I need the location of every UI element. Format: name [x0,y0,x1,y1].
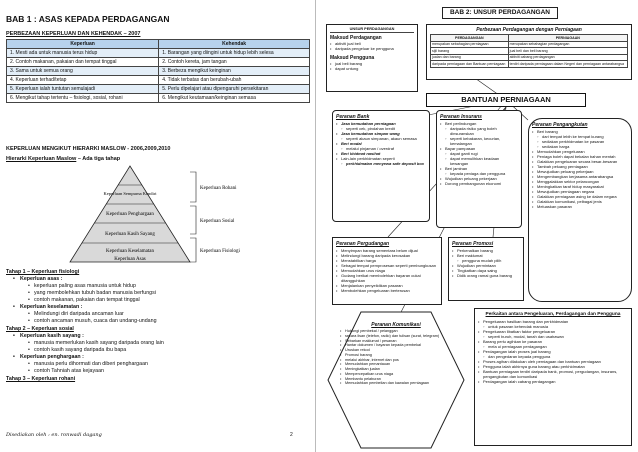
maksud-perdagangan-title: Maksud Perdagangan [330,34,382,41]
list-item: • Galakkan perniagaan asing ke dalam negara [532,194,628,199]
pyramid-level: Keperluan Asas [114,257,146,262]
table-cell: 2. Contoh makanan, pakaian dan tempat tinggal [7,58,159,67]
tahap-1-heading: Tahap 1 – Keperluan fisiologi [6,269,80,275]
list-item: • Membantu pelaburan [340,377,452,382]
pyramid-level: Keperluan Penghargaan [106,212,154,217]
pyramid-level: Keperluan Keselamatan [106,249,154,254]
author-footer: Disediakan oleh : en. ronwadi dagang [6,432,102,438]
table-row [431,61,628,67]
maslow-pyramid [40,164,290,264]
table-cell: 1. Barangan yang diingini untuk hidup lebih selesa [159,49,310,58]
pyramid-group: Keperluan Fisiologi [200,249,240,254]
list-item: ◦ untuk pasaran kehendak manusia [478,324,628,329]
table-cell: 5. Keperluan ialah tuntutan semulajadi [7,85,159,94]
list-item: • daripada pengeluar ke pengguna [330,46,414,51]
list-item: ◦ seperti cek, pindahan kredit [336,126,426,131]
list-item: • Beri barang [532,129,628,134]
table-cell: 1. Mesti ada untuk manusia terus hidup [7,49,159,58]
table-row [7,85,310,94]
list-item: • Lain-lain perkhidmatan seperti [336,156,426,161]
table-row [7,94,310,103]
list-item: • Wujudkan peluang pekerjaan [440,176,518,181]
pergudangan-box [332,237,442,305]
comparison-table [430,34,628,67]
list-item: • dapat untung [330,66,414,71]
maksud-pengguna-title: Maksud Pengguna [330,54,375,61]
table-title: PERBEZAAN KEPERLUAN DAN KEHENDAK – 2007 [6,31,141,37]
table-header: Kehendak [159,40,310,49]
maslow-heading: KEPERLUAN MENGIKUT HIERARKI MASLOW - 2006,2009,2010 [6,146,171,152]
list-item: • Meningkatkan taraf hidup masyarakat [532,184,628,189]
hierarchy-heading-suffix: – Ada tiga tahap [76,156,121,162]
list-item: ◦ dapat memulihkan keadaan kewangan [440,156,518,166]
list-item: • Memudahkan pembelian dan kawalan perniagaan [340,381,452,386]
table-cell: 2. Contoh kereta, jam tangan [159,58,310,67]
list-item: • Beri perlindungan [440,121,518,126]
pyramid-level: Keperluan Kasih Sayang [105,232,155,237]
pergudangan-title: Peranan Pergudangan [336,241,390,247]
list-item: • contoh makanan, pakaian dan tempat tinggal [6,297,306,304]
list-item: • yang membolehkan tubuh badan manusia berfungsi [6,290,306,297]
list-item: • Tambah peluang perniagaan [532,164,628,169]
table-row [7,67,310,76]
table-cell: 4. Keperluan terhad/tetap [7,76,159,85]
table-cell: jualan dan barang [431,54,509,60]
list-item: • Jasa kemudahan perniagaan [336,121,426,126]
list-item: ◦ mela ui perniagaan perdagangan [478,344,628,349]
list-item: • Wujudkan permintaan [452,263,520,268]
list-item: • Melindungi diri daripada ancaman luar [6,311,306,318]
tahap-3-heading: Tahap 3 – Keperluan rohani [6,375,76,382]
list-item: • Menstabilkan harga [336,258,438,263]
table-cell: 5. Perlu dipelajari atau dipengaruhi persekitaran [159,85,310,94]
table-cell: 3. Berbeza mengikut keinginan [159,67,310,76]
bank-box [332,110,430,222]
table-cell: aktiviti cabang perdagangan [508,54,627,60]
list-item: • Keperluan kasih sayang : [6,333,306,340]
list-item: • Pengeluaran hasilkan barang dan perkhidmatan [478,319,628,324]
list-item: • contoh ancaman musuh, cuaca dan undang-undang [6,318,306,325]
list-item: ◦ seperti kebakaran, kecurian, kemalangan [440,136,518,146]
list-item: • Beri khidmat nasihat [336,151,426,156]
list-item: ◦ sediakan harga [532,144,628,149]
perbezaan-title: Perbezaan Perdagangan dengan Perniagaan [476,27,582,33]
list-item: • Beri modal [336,141,426,146]
list-item: • melalui akhbar, internet dan pos [340,358,452,363]
list-item: • Bantuan perniagaan terdiri daripada bank, promosi, pergudangan, insurans, pengangkutan dan komunikasi [478,369,628,379]
list-item: • Pengeluaran libatkan faktor pengeluaran [478,329,628,334]
list-item: • Perdagangan ialah proses jual barang [478,349,628,354]
komunikasi-content [340,322,452,386]
list-item: • Memudahkan urus niaga [336,268,438,273]
maksud-box [326,24,418,92]
list-item: • Pengguna ialah akhirnya guna barang atau perkhidmatan [478,364,628,369]
list-item: • manusia memerlukan kasih sayang daripada orang lain [6,340,306,347]
table-cell: jual beli dan beli barang [508,48,627,54]
table-header: PERNIAGAAN [508,35,627,41]
list-item: • Tingkatkan daya saing [452,268,520,273]
list-item: ◦ seperti akaun simpanan, akaun semasa [336,136,426,141]
chapter-title: BAB 1 : ASAS KEPADA PERDAGANGAN [6,14,170,24]
list-item: • Perkenalkan barang [452,248,520,253]
list-item: • Menjalankan penyelidikan pasaran [336,283,438,288]
list-item: • Gudang berikat membolehkan bayaran cukai ditangguhkan [336,273,438,283]
komunikasi-box [326,310,466,452]
table-cell: 4. Tidak terbatas dan berubah-ubah [159,76,310,85]
perkaitan-title: Perkaitan antara Pengeluaran, Perdagangan dan Pengguna [485,312,621,317]
pengangkutan-title: Peranan Pengangkutan [532,122,588,128]
list-item: • Menyimpan barang sementara belum dijual [336,248,438,253]
hierarchy-heading [6,156,120,162]
list-item: • Sebarkan maklumat / pesanan [340,339,452,344]
list-item: • aktiviti jual beli [330,41,414,46]
list-item: • keperluan paling asas manusia untuk hidup [6,283,306,290]
list-item: • Keperluan keselamatan : [6,304,306,311]
list-item: • Promosi barang [340,353,452,358]
pengangkutan-box [528,118,632,302]
pyramid-group: Keperluan Sosial [200,219,235,224]
list-item: • Hubungi pembekal / pelanggan [340,329,452,334]
table-cell: daripada perniagaan dan Bantuan perniagaan [431,61,509,67]
list-item: • Bayar pampasan [440,146,518,151]
list-item: ◦ sediakan perkhidmatan ke pasaran [532,139,628,144]
perbezaan-box [426,24,632,80]
promosi-box [448,237,524,301]
list-item: ◦ dan pengedaran kepada pengguna [478,354,628,359]
table-header: Keperluan [7,40,159,49]
table-cell: 3. Sama untuk semua orang [7,67,159,76]
table-header: PERDAGANGAN [431,35,509,41]
page-number: 2 [290,432,293,438]
promosi-title: Peranan Promosi [452,241,494,247]
list-item: ◦ seperti buruh, modal, tanah dan usahawan [478,334,628,339]
table-cell: sijil barang [431,48,509,54]
table-row [7,76,310,85]
table-cell: merupakan sebahagian perniagaan [431,41,509,47]
list-item: ◦ melalui pinjaman / overdraf [336,146,426,151]
list-item: • Didik orang ramai guna barang [452,273,520,278]
table-cell: 6. Mengikut tahap tertentu – fisiologi, sosial, rohani [7,94,159,103]
list-item: • jual beli barang [330,61,414,66]
list-item: • contoh Tahniah atas kejayaan [6,368,306,375]
list-item: • Meningkatkan jualan [340,367,452,372]
list-item: ◦ perkhidmatan menyewa safe deposit box [336,161,426,166]
list-item: • Meluaskan pasaran [532,204,628,209]
list-item: ◦ dapat ganti rugi [440,151,518,156]
list-item: • contoh kasih sayang daripada ibu bapa [6,347,306,354]
list-item: • Memudahkan pemantauan [340,362,452,367]
needs-wants-table [6,39,310,103]
list-item: • Perdagangan ialah cabang perdagangan [478,379,628,384]
right-page [318,0,638,452]
center-topic: BANTUAN PERNIAGAAN [426,93,586,107]
table-cell: merupakan sebahagian perdagangan [508,41,627,47]
list-item: • Uruskan rekod [340,348,452,353]
chapter-title: BAB 2: UNSUR PERDAGANGAN [442,7,558,19]
list-item: • Galakkan pengeluaran secara besar-besaran [532,159,628,164]
list-item: ◦ daripada risiko yang boleh dinsuranskan [440,126,518,136]
list-item: • Peniaga boleh dapat bekalan bahan mentah [532,154,628,159]
left-page [0,0,316,452]
list-item: • Membolehkan pengeluaran berterusan [336,288,438,293]
box-header: UNSUR PERDAGANGAN [330,27,414,33]
list-item: • Memudahkan pengeluaran [532,149,628,154]
table-cell: terdiri daripada perniagaan dalam Negeri dan perniagaan antarabangsa [508,61,627,67]
table-cell: 6. Mengikut keutamaan/keinginan semasa [159,94,310,103]
list-item: • Mempercepatkan urus niaga [340,372,452,377]
list-item: • Mewujudkan perniagaan negara [532,189,628,194]
list-item: • Hantar dokumen / bayaran kepada pembekal [340,343,452,348]
maslow-notes [6,268,306,383]
list-item: • secara lisan (telefon, radio) dan tulisan (surat, telegram) [340,334,452,339]
insurans-title: Peranan Insurans [440,114,482,120]
list-item: • Mengembangkan kerjasama antarabangsa [532,174,628,179]
bank-title: Peranan Bank [336,114,370,120]
list-item: • Jasa kemudahan simpan wang [336,131,426,136]
hierarchy-heading-main: Hierarki Keperluan Maslow [6,156,77,162]
table-row [7,58,310,67]
list-item: • Mewujudkan peluang pekerjaan [532,169,628,174]
list-item: • Beri jaminan [440,166,518,171]
list-item: ◦ kepada peniaga dan pengguna [440,171,518,176]
list-item: • manusia perlu dihormati dan diberi penghargaan [6,361,306,368]
list-item: • Melindungi barang daripada kerosakan [336,253,438,258]
list-item: • Keperluan asas : [6,276,306,283]
list-item: • Galakkan komunikasi, pelbagai jenis [532,199,628,204]
list-item: • Keperluan penghargaan : [6,354,306,361]
list-item: • Sebagai tempat pemprosesan seperti pembungkusan [336,263,438,268]
pyramid-level: Keperluan Sempurna Kendiri [103,191,157,196]
list-item: ◦ dari tempat lebih ke tempat kurang [532,134,628,139]
komunikasi-title: Peranan Komunikasi [371,322,421,328]
list-item: • Dorong pembangunan ekonomi [440,181,518,186]
perkaitan-box [474,308,632,446]
list-item: • Beri maklumat [452,253,520,258]
list-item: ◦ pengguna mudah pilih [452,258,520,263]
list-item: • Proses agihan dilakukan oleh perniagaan dan bantuan perniagaan [478,359,628,364]
tahap-2-heading: Tahap 2 – Keperluan sosial [6,325,74,332]
list-item: • Barang perlu agihkan ke pasaran [478,339,628,344]
table-row [7,49,310,58]
pyramid-group: Keperluan Rohani [200,186,237,191]
insurans-box [436,110,522,228]
list-item: • Menggalakkan sektor pelancongan [532,179,628,184]
